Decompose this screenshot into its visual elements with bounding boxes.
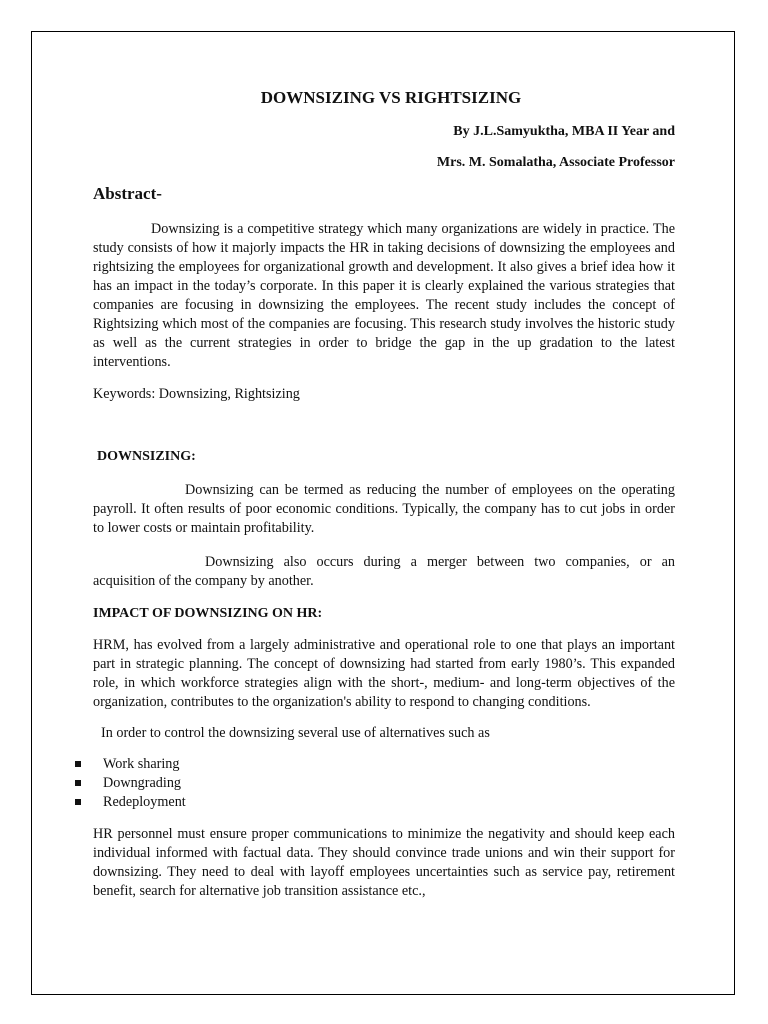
list-item xyxy=(75,793,657,812)
alternatives-intro: In order to control the downsizing several use of alternatives such as xyxy=(101,725,490,741)
list-item-label: Downgrading xyxy=(103,775,182,791)
abstract-heading: Abstract- xyxy=(93,184,162,203)
impact-heading: IMPACT OF DOWNSIZING ON HR: xyxy=(93,606,323,621)
abstract-body: Downsizing is a competitive strategy which many organizations are widely in practice. The study consists of how it majorly impacts the HR in taking decisions of downsizing the employees and rightsizing the employees for organizational growth and development. It also gives a brief idea how it has an impact in the today’s corporate. In this paper it is clearly explained the various strategies that companies are focusing in downsizing the employees. The recent study includes the concept of Rightsizing which most of the companies are focusing. This research study involves the historic study as well as the current strategies in order to bridge the gap in the up gradation to the latest interventions. xyxy=(93,221,675,370)
author-line-2: Mrs. M. Somalatha, Associate Professor xyxy=(436,155,675,170)
hr-paragraph: HR personnel must ensure proper communications to minimize the negativity and should keep each individual informed with factual data. They should convince trade unions and win their support for downsizing. They need to deal with layoff employees uncertainties such as service pay, retirement benefit, search for alternative job transition assistance etc., xyxy=(93,826,675,899)
downsizing-paragraph-2: Downsizing also occurs during a merger between two companies, or an acquisition of the company by another. xyxy=(93,554,675,589)
bullet-icon xyxy=(75,799,81,805)
downsizing-paragraph-1: Downsizing can be termed as reducing the number of employees on the operating payroll. It often results of poor economic conditions. Typically, the company has to cut jobs in order to lower costs or maintain profitability. xyxy=(93,482,675,536)
list-item xyxy=(75,774,657,793)
list-item-label: Work sharing xyxy=(103,756,180,772)
list-item xyxy=(75,755,657,774)
author-line-1: By J.L.Samyuktha, MBA II Year and xyxy=(453,124,675,139)
impact-body: HRM, has evolved from a largely administrative and operational role to one that plays an important part in strategic planning. The concept of downsizing had started from early 1980’s. This expanded role, in which workforce strategies align with the short-, medium- and long-term objectives of the organization, contributes to the organization's ability to respond to changing conditions. xyxy=(93,637,675,710)
list-item-label: Redeployment xyxy=(103,794,186,810)
downsizing-heading: DOWNSIZING: xyxy=(97,449,196,464)
keywords: Keywords: Downsizing, Rightsizing xyxy=(93,386,300,402)
bullet-icon xyxy=(75,780,81,786)
paper-title: DOWNSIZING VS RIGHTSIZING xyxy=(260,88,522,107)
document-body xyxy=(93,86,675,901)
alternatives-list xyxy=(75,755,657,812)
bullet-icon xyxy=(75,761,81,767)
